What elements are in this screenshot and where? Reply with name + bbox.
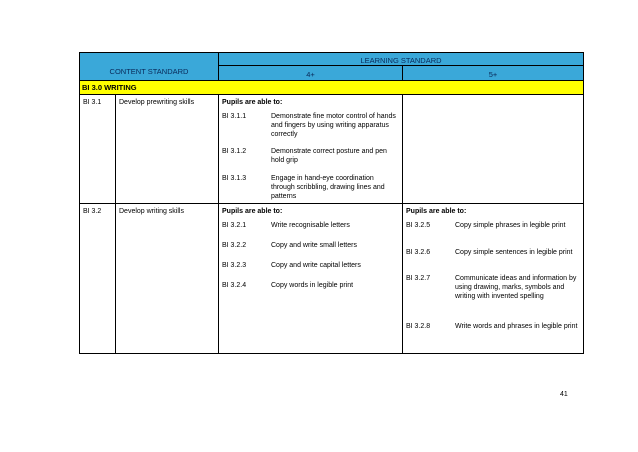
standard-text: Demonstrate correct posture and pen hold grip xyxy=(271,148,387,164)
pupils-heading: Pupils are able to: xyxy=(222,99,283,106)
pupils-heading: Pupils are able to: xyxy=(406,208,467,215)
standard-code: BI 3.2.6 xyxy=(406,249,431,256)
standard-text: Copy and write capital letters xyxy=(271,262,361,269)
standard-code: BI 3.2.1 xyxy=(222,222,247,229)
standard-text: Communicate ideas and information by using drawing, marks, symbols and writing with invented spelling xyxy=(455,275,577,300)
standard-code: BI 3.2.4 xyxy=(222,282,247,289)
standard-text: Copy words in legible print xyxy=(271,282,354,289)
content-title: Develop prewriting skills xyxy=(116,95,219,204)
standards-table xyxy=(79,52,584,354)
content-title: Develop writing skills xyxy=(116,204,219,354)
standard-text: Write words and phrases in legible print xyxy=(455,323,578,330)
standard-code: BI 3.1.3 xyxy=(222,175,247,182)
curriculum-document xyxy=(79,52,583,354)
learning-standard-header: LEARNING STANDARD xyxy=(219,53,584,66)
standard-text: Write recognisable letters xyxy=(271,222,350,229)
table-row xyxy=(80,204,584,354)
table-row xyxy=(80,95,584,204)
level-4-cell xyxy=(219,95,403,204)
standard-code: BI 3.2.8 xyxy=(406,323,431,330)
level-4-header: 4+ xyxy=(219,66,403,81)
page-number: 41 xyxy=(560,391,568,398)
standard-text: Copy simple phrases in legible print xyxy=(455,222,566,229)
standard-code: BI 3.2.5 xyxy=(406,222,431,229)
level-4-cell xyxy=(219,204,403,354)
standard-text: Copy simple sentences in legible print xyxy=(455,249,573,256)
section-heading: BI 3.0 WRITING xyxy=(80,81,584,95)
standard-text: Copy and write small letters xyxy=(271,242,357,249)
standard-code: BI 3.1.1 xyxy=(222,113,247,120)
level-5-cell xyxy=(403,204,584,354)
level-5-header: 5+ xyxy=(403,66,584,81)
standard-code: BI 3.2.7 xyxy=(406,275,431,282)
standard-text: Engage in hand-eye coordination through scribbling, drawing lines and patterns xyxy=(271,175,385,200)
level-5-cell xyxy=(403,95,584,204)
pupils-heading: Pupils are able to: xyxy=(222,208,283,215)
content-code: BI 3.1 xyxy=(80,95,116,204)
standard-text: Demonstrate fine motor control of hands and fingers by using writing apparatus correctly xyxy=(271,113,396,138)
content-standard-header: CONTENT STANDARD xyxy=(80,53,219,81)
standard-code: BI 3.1.2 xyxy=(222,148,247,155)
content-code: BI 3.2 xyxy=(80,204,116,354)
standard-code: BI 3.2.2 xyxy=(222,242,247,249)
standard-code: BI 3.2.3 xyxy=(222,262,247,269)
